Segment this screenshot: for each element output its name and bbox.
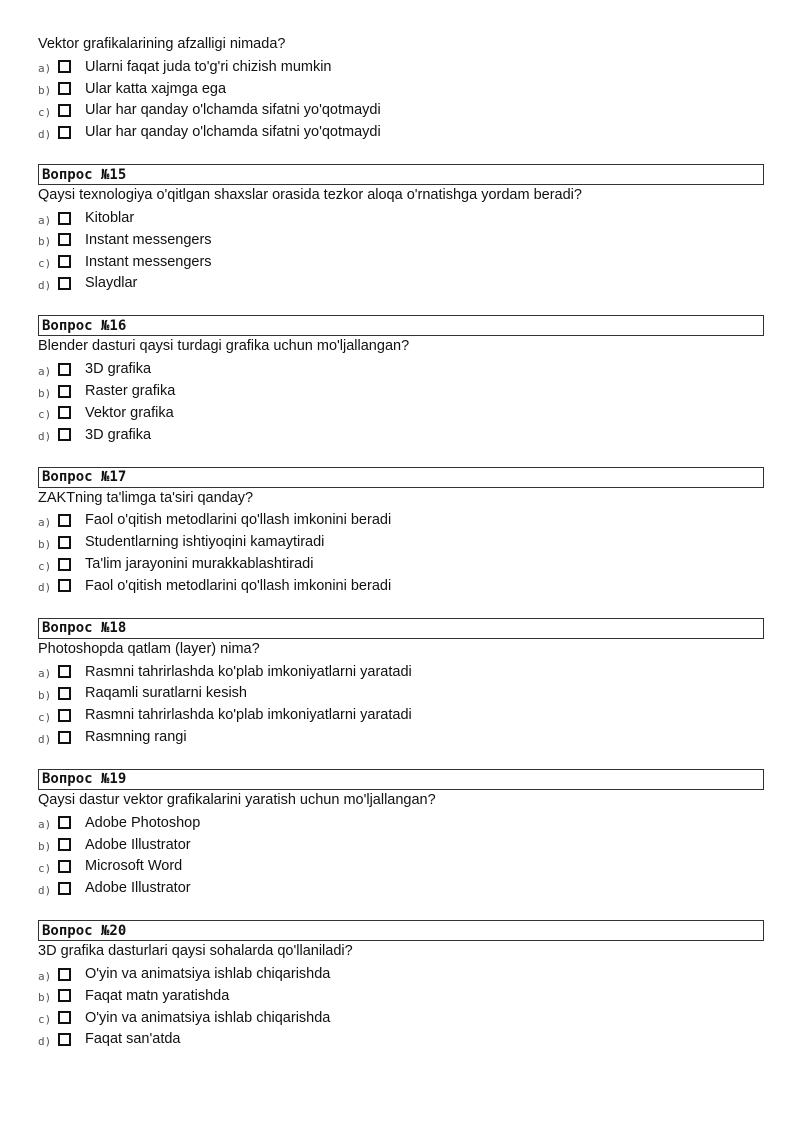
option-letter: a) — [38, 818, 52, 832]
option-label: O'yin va animatsiya ishlab chiqarishda — [85, 1009, 331, 1026]
answer-option[interactable] — [38, 100, 764, 122]
answer-options — [38, 812, 764, 899]
answer-options — [38, 661, 764, 748]
option-letter: d) — [38, 732, 52, 746]
checkbox-icon[interactable] — [58, 126, 71, 139]
answer-options — [38, 358, 764, 445]
checkbox-icon[interactable] — [58, 82, 71, 95]
answer-option[interactable] — [38, 856, 764, 878]
answer-option[interactable] — [38, 207, 764, 229]
option-label: Studentlarning ishtiyoqini kamaytiradi — [85, 534, 325, 551]
checkbox-icon[interactable] — [58, 428, 71, 441]
question-text: Qaysi texnologiya o'qitlgan shaxslar orasida tezkor aloqa o'rnatishga yordam beradi? — [38, 187, 582, 204]
question-text: Photoshopda qatlam (layer) nima? — [38, 640, 260, 657]
question-header: Вопрос №15 — [38, 164, 764, 185]
option-letter: b) — [38, 840, 52, 854]
question-header: Вопрос №19 — [38, 769, 764, 790]
option-letter: c) — [38, 861, 52, 875]
question-text: Vektor grafikalarining afzalligi nimada? — [38, 36, 286, 52]
question-text: Qaysi dastur vektor grafikalarini yaratish uchun mo'ljallangan? — [38, 791, 436, 808]
option-label: Instant messengers — [85, 253, 212, 270]
answer-option[interactable] — [38, 834, 764, 856]
option-letter: d) — [38, 430, 52, 444]
answer-option[interactable] — [38, 229, 764, 251]
option-letter: a) — [38, 667, 52, 681]
option-letter: d) — [38, 1034, 52, 1048]
question-header: Вопрос №16 — [38, 315, 764, 336]
answer-option[interactable] — [38, 661, 764, 683]
option-letter: c) — [38, 559, 52, 573]
question-header: Вопрос №20 — [38, 920, 764, 941]
checkbox-icon[interactable] — [58, 838, 71, 851]
question-text: 3D grafika dasturlari qaysi sohalarda qo'llaniladi? — [38, 943, 353, 960]
option-letter: a) — [38, 515, 52, 529]
question-block — [38, 34, 764, 143]
checkbox-icon[interactable] — [58, 989, 71, 1002]
option-label: Kitoblar — [85, 210, 135, 227]
option-label: Ularni faqat juda to'g'ri chizish mumkin — [85, 58, 332, 75]
checkbox-icon[interactable] — [58, 385, 71, 398]
option-label: Ular har qanday o'lchamda sifatni yo'qotmaydi — [85, 124, 381, 141]
option-label: Vektor grafika — [85, 404, 174, 421]
checkbox-icon[interactable] — [58, 406, 71, 419]
option-letter: b) — [38, 235, 52, 249]
answer-option[interactable] — [38, 1029, 764, 1051]
checkbox-icon[interactable] — [58, 579, 71, 592]
checkbox-icon[interactable] — [58, 233, 71, 246]
option-label: Faol o'qitish metodlarini qo'llash imkonini beradi — [85, 577, 392, 594]
answer-option[interactable] — [38, 531, 764, 553]
checkbox-icon[interactable] — [58, 60, 71, 73]
option-label: Faqat san'atda — [85, 1031, 181, 1048]
answer-option[interactable] — [38, 273, 764, 295]
answer-option[interactable] — [38, 963, 764, 985]
question-block — [38, 920, 764, 1050]
option-label: Adobe Photoshop — [85, 814, 201, 831]
option-label: Raqamli suratlarni kesish — [85, 685, 247, 702]
checkbox-icon[interactable] — [58, 709, 71, 722]
answer-option[interactable] — [38, 877, 764, 899]
answer-options — [38, 963, 764, 1050]
question-block — [38, 164, 764, 294]
option-letter: c) — [38, 105, 52, 119]
option-label: Faqat matn yaratishda — [85, 987, 230, 1004]
question-block — [38, 315, 764, 445]
answer-option[interactable] — [38, 402, 764, 424]
answer-options — [38, 56, 764, 143]
option-label: O'yin va animatsiya ishlab chiqarishda — [85, 966, 331, 983]
question-block — [38, 618, 764, 748]
option-letter: b) — [38, 688, 52, 702]
checkbox-icon[interactable] — [58, 363, 71, 376]
answer-option[interactable] — [38, 575, 764, 597]
option-letter: d) — [38, 581, 52, 595]
checkbox-icon[interactable] — [58, 816, 71, 829]
option-letter: b) — [38, 537, 52, 551]
answer-option[interactable] — [38, 985, 764, 1007]
answer-option[interactable] — [38, 812, 764, 834]
option-label: 3D grafika — [85, 361, 152, 378]
answer-option[interactable] — [38, 510, 764, 532]
answer-option[interactable] — [38, 251, 764, 273]
question-text: Blender dasturi qaysi turdagi grafika uchun mo'ljallangan? — [38, 338, 410, 355]
checkbox-icon[interactable] — [58, 558, 71, 571]
option-label: 3D grafika — [85, 426, 152, 443]
checkbox-icon[interactable] — [58, 212, 71, 225]
option-label: Ular har qanday o'lchamda sifatni yo'qotmaydi — [85, 102, 381, 119]
checkbox-icon[interactable] — [58, 860, 71, 873]
option-label: Microsoft Word — [85, 858, 183, 875]
checkbox-icon[interactable] — [58, 536, 71, 549]
question-block — [38, 769, 764, 899]
answer-option[interactable] — [38, 726, 764, 748]
question-text: ZAKTning ta'limga ta'siri qanday? — [38, 489, 254, 506]
quiz-page — [38, 34, 764, 1050]
option-label: Rasmning rangi — [85, 729, 187, 746]
option-label: Ta'lim jarayonini murakkablashtiradi — [85, 556, 314, 573]
option-letter: b) — [38, 991, 52, 1005]
answer-option[interactable] — [38, 121, 764, 143]
question-header: Вопрос №17 — [38, 467, 764, 488]
checkbox-icon[interactable] — [58, 104, 71, 117]
checkbox-icon[interactable] — [58, 882, 71, 895]
question-block — [38, 467, 764, 597]
option-letter: b) — [38, 84, 52, 98]
option-letter: c) — [38, 1013, 52, 1027]
answer-option[interactable] — [38, 358, 764, 380]
answer-option[interactable] — [38, 78, 764, 100]
answer-option[interactable] — [38, 1007, 764, 1029]
option-label: Rasmni tahrirlashda ko'plab imkoniyatlarni yaratadi — [85, 707, 412, 724]
checkbox-icon[interactable] — [58, 277, 71, 290]
answer-options — [38, 207, 764, 294]
option-label: Adobe Illustrator — [85, 836, 191, 853]
option-label: Faol o'qitish metodlarini qo'llash imkonini beradi — [85, 512, 392, 529]
answer-option[interactable] — [38, 56, 764, 78]
option-label: Rasmni tahrirlashda ko'plab imkoniyatlarni yaratadi — [85, 663, 412, 680]
answer-options — [38, 510, 764, 597]
option-label: Adobe Illustrator — [85, 880, 191, 897]
checkbox-icon[interactable] — [58, 1011, 71, 1024]
checkbox-icon[interactable] — [58, 255, 71, 268]
checkbox-icon[interactable] — [58, 687, 71, 700]
option-letter: c) — [38, 710, 52, 724]
option-letter: a) — [38, 969, 52, 983]
checkbox-icon[interactable] — [58, 665, 71, 678]
checkbox-icon[interactable] — [58, 514, 71, 527]
answer-option[interactable] — [38, 704, 764, 726]
option-label: Ular katta xajmga ega — [85, 80, 227, 97]
option-letter: d) — [38, 278, 52, 292]
answer-option[interactable] — [38, 683, 764, 705]
option-label: Slaydlar — [85, 275, 138, 292]
option-letter: d) — [38, 127, 52, 141]
option-letter: a) — [38, 364, 52, 378]
option-letter: b) — [38, 386, 52, 400]
question-header: Вопрос №18 — [38, 618, 764, 639]
answer-option[interactable] — [38, 424, 764, 446]
option-letter: a) — [38, 213, 52, 227]
option-letter: c) — [38, 257, 52, 271]
option-label: Raster grafika — [85, 383, 176, 400]
option-letter: a) — [38, 62, 52, 76]
option-letter: c) — [38, 408, 52, 422]
option-label: Instant messengers — [85, 231, 212, 248]
answer-option[interactable] — [38, 380, 764, 402]
checkbox-icon[interactable] — [58, 968, 71, 981]
checkbox-icon[interactable] — [58, 1033, 71, 1046]
answer-option[interactable] — [38, 553, 764, 575]
option-letter: d) — [38, 883, 52, 897]
checkbox-icon[interactable] — [58, 731, 71, 744]
